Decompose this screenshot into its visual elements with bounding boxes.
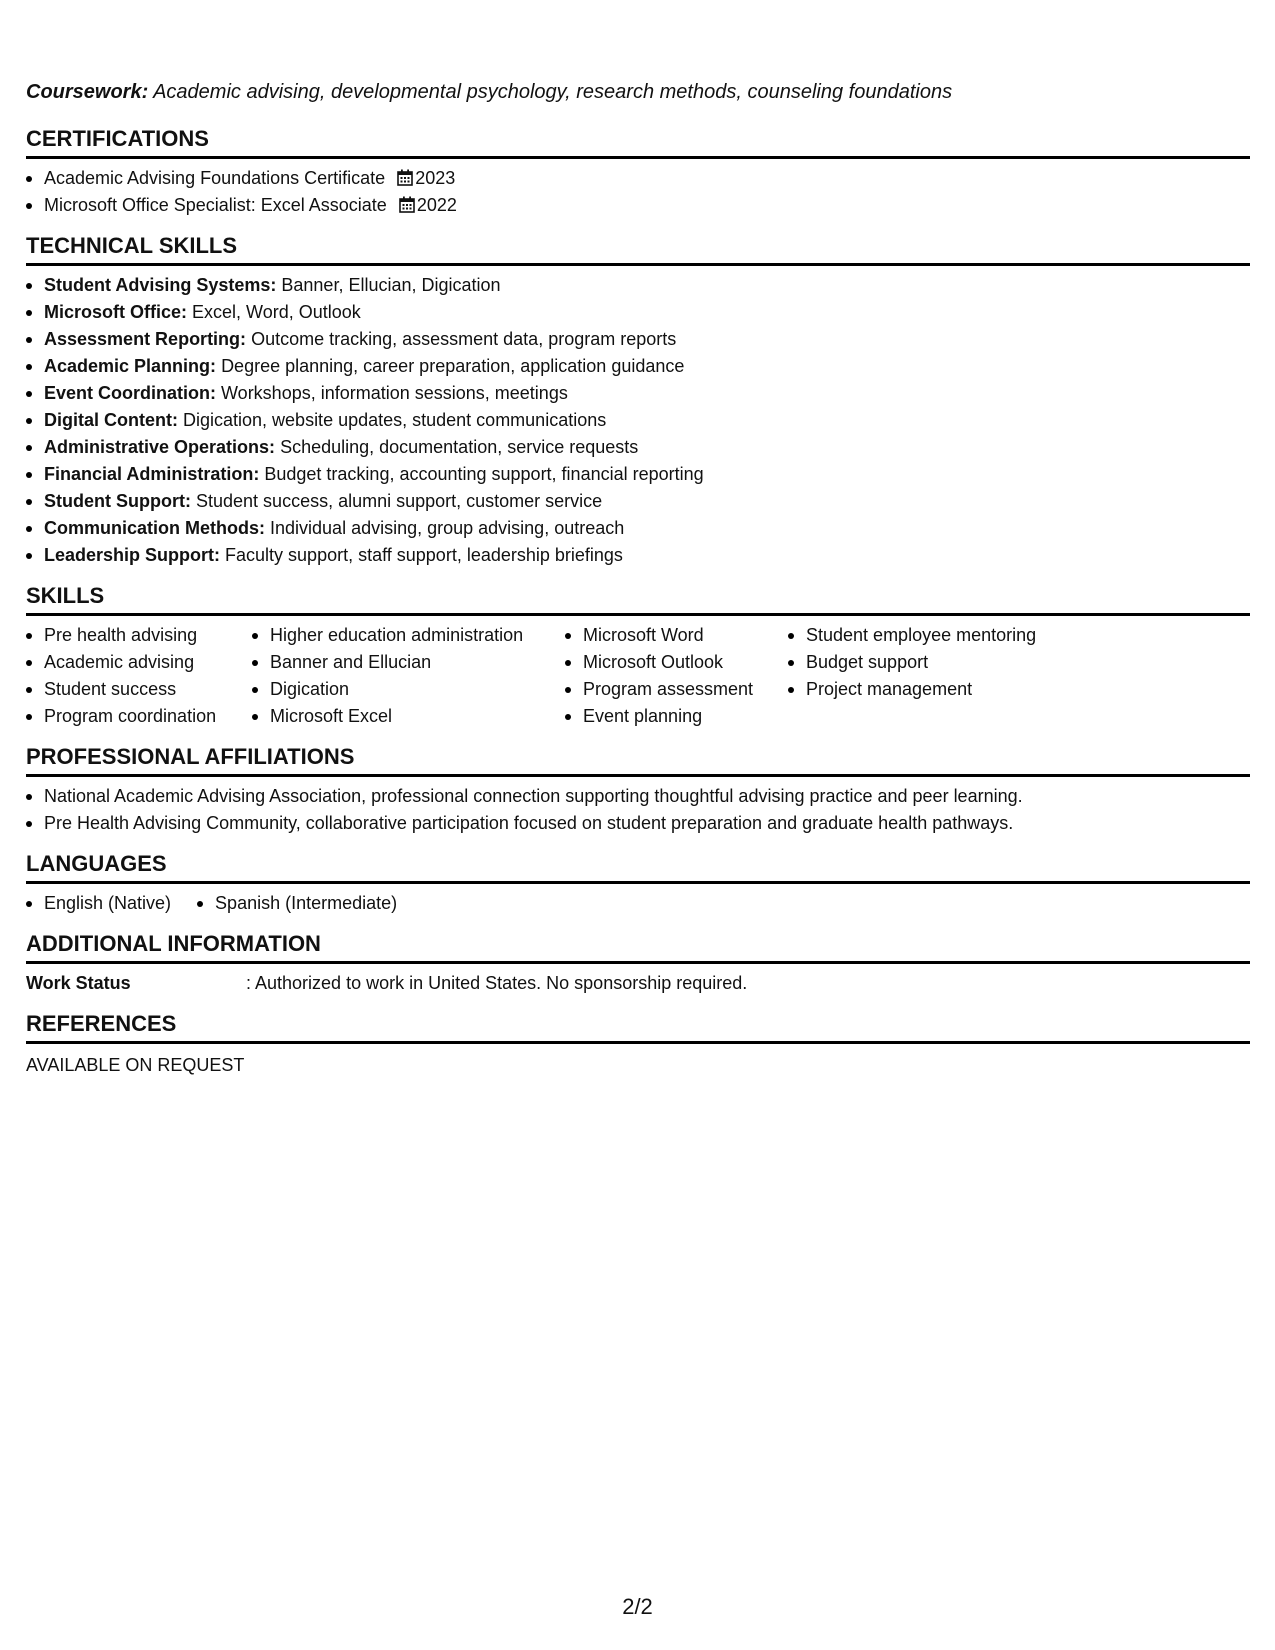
technical-skill-item <box>26 380 1250 407</box>
skill-item: Project management <box>788 676 1088 703</box>
certification-year: 2022 <box>416 195 457 215</box>
skill-item: Program coordination <box>26 703 252 730</box>
technical-skill-item <box>26 272 1250 299</box>
certification-year: 2023 <box>415 168 456 188</box>
technical-skill-label: Financial Administration: <box>44 464 260 484</box>
technical-skill-text: Digication, website updates, student communications <box>183 410 607 430</box>
skill-item: Budget support <box>788 649 1088 676</box>
technical-skill-label: Communication Methods: <box>44 518 265 538</box>
technical-skills-list <box>26 272 1250 569</box>
technical-skill-item <box>26 542 1250 569</box>
technical-skill-item <box>26 353 1250 380</box>
technical-skills-heading: TECHNICAL SKILLS <box>26 233 1250 266</box>
technical-skill-item <box>26 299 1250 326</box>
references-heading: REFERENCES <box>26 1011 1250 1044</box>
certification-name: Microsoft Office Specialist: Excel Associate <box>44 195 387 215</box>
languages-heading: LANGUAGES <box>26 851 1250 884</box>
skills-column <box>26 622 252 730</box>
coursework-line <box>26 78 1250 106</box>
skill-item: Program assessment <box>565 676 788 703</box>
languages-list <box>26 890 1250 917</box>
technical-skill-label: Digital Content: <box>44 410 178 430</box>
certification-item <box>26 192 1250 219</box>
references-text: AVAILABLE ON REQUEST <box>26 1055 245 1075</box>
technical-skill-label: Student Advising Systems: <box>44 275 277 295</box>
work-status-label: Work Status <box>26 973 131 993</box>
technical-skill-text: Workshops, information sessions, meetings <box>221 383 568 403</box>
affiliations-list <box>26 783 1250 837</box>
technical-skill-text: Degree planning, career preparation, application guidance <box>221 356 685 376</box>
technical-skills-section <box>26 233 1250 569</box>
skills-grid <box>26 622 1250 730</box>
skill-item: Pre health advising <box>26 622 252 649</box>
technical-skill-text: Outcome tracking, assessment data, program reports <box>251 329 677 349</box>
technical-skill-label: Assessment Reporting: <box>44 329 247 349</box>
skill-item: Student employee mentoring <box>788 622 1088 649</box>
additional-info-section <box>26 931 1250 997</box>
work-status-row <box>26 970 1250 997</box>
technical-skill-label: Leadership Support: <box>44 545 221 565</box>
technical-skill-item <box>26 326 1250 353</box>
skill-item: Digication <box>252 676 565 703</box>
skills-column <box>788 622 1088 730</box>
skills-heading: SKILLS <box>26 583 1250 616</box>
technical-skill-label: Student Support: <box>44 491 191 511</box>
technical-skill-item <box>26 434 1250 461</box>
page-number: 2/2 <box>622 1594 653 1619</box>
skill-item: Microsoft Excel <box>252 703 565 730</box>
technical-skill-label: Administrative Operations: <box>44 437 276 457</box>
technical-skill-text: Student success, alumni support, customer service <box>196 491 603 511</box>
affiliations-heading: PROFESSIONAL AFFILIATIONS <box>26 744 1250 777</box>
skills-column <box>252 622 565 730</box>
resume-page <box>26 78 1250 1093</box>
certification-name: Academic Advising Foundations Certificate <box>44 168 386 188</box>
technical-skill-item <box>26 488 1250 515</box>
technical-skill-text: Individual advising, group advising, outreach <box>270 518 625 538</box>
certifications-heading: CERTIFICATIONS <box>26 126 1250 159</box>
affiliation-item: Pre Health Advising Community, collaborative participation focused on student preparation and graduate health pathways. <box>26 810 1250 837</box>
skill-item: Student success <box>26 676 252 703</box>
technical-skill-text: Excel, Word, Outlook <box>192 302 361 322</box>
skill-item: Banner and Ellucian <box>252 649 565 676</box>
technical-skill-item <box>26 515 1250 542</box>
coursework-text: Academic advising, developmental psychology, research methods, counseling foundations <box>153 81 953 103</box>
skill-item: Academic advising <box>26 649 252 676</box>
calendar-icon <box>399 196 415 213</box>
work-status-value: : Authorized to work in United States. No sponsorship required. <box>246 973 748 993</box>
skills-column <box>565 622 788 730</box>
technical-skill-item <box>26 461 1250 488</box>
technical-skill-item <box>26 407 1250 434</box>
references-section <box>26 1011 1250 1079</box>
certification-item <box>26 165 1250 192</box>
technical-skill-label: Academic Planning: <box>44 356 217 376</box>
skill-item: Higher education administration <box>252 622 565 649</box>
technical-skill-text: Faculty support, staff support, leadership briefings <box>225 545 623 565</box>
certifications-list <box>26 165 1250 219</box>
languages-section <box>26 851 1250 917</box>
skill-item: Event planning <box>565 703 788 730</box>
certifications-section <box>26 126 1250 219</box>
skills-section <box>26 583 1250 730</box>
language-item: English (Native) <box>26 890 171 917</box>
technical-skill-label: Event Coordination: <box>44 383 216 403</box>
skill-item: Microsoft Word <box>565 622 788 649</box>
technical-skill-text: Budget tracking, accounting support, financial reporting <box>264 464 704 484</box>
technical-skill-text: Scheduling, documentation, service requests <box>280 437 639 457</box>
skill-item: Microsoft Outlook <box>565 649 788 676</box>
language-item: Spanish (Intermediate) <box>197 890 397 917</box>
additional-info-heading: ADDITIONAL INFORMATION <box>26 931 1250 964</box>
technical-skill-label: Microsoft Office: <box>44 302 188 322</box>
affiliation-item: National Academic Advising Association, professional connection supporting thoughtful advising practice and peer learning. <box>26 783 1250 810</box>
affiliations-section <box>26 744 1250 837</box>
technical-skill-text: Banner, Ellucian, Digication <box>281 275 501 295</box>
coursework-label: Coursework: <box>26 81 149 103</box>
calendar-icon <box>397 169 413 186</box>
